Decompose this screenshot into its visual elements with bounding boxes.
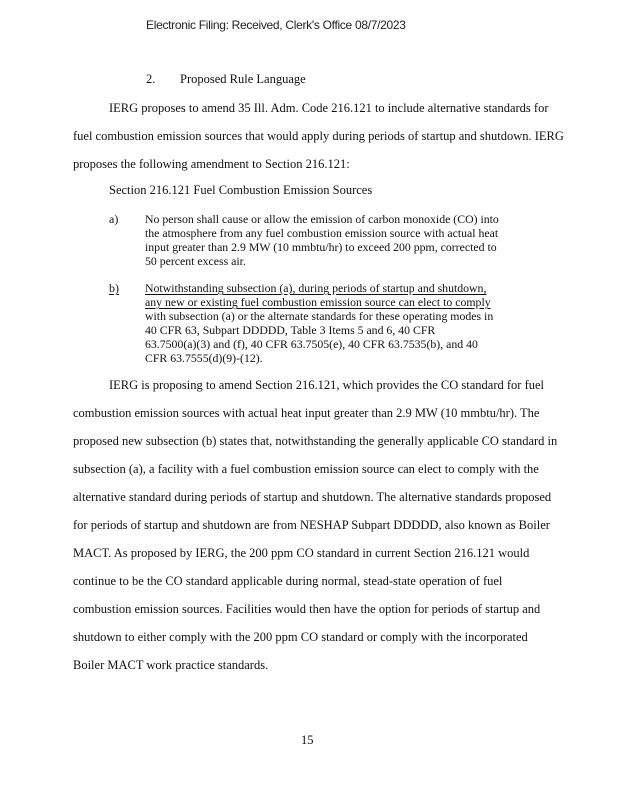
list-marker: b) [109, 281, 119, 295]
rule-item-line: 63.7500(a)(3) and (f), 40 CFR 63.7505(e), 40 CFR 63.7535(b), and 40 [145, 337, 478, 351]
discussion-line: IERG is proposing to amend Section 216.121, which provides the CO standard for fuel [109, 378, 544, 392]
discussion-line: combustion emission sources with actual heat input greater than 2.9 MW (10 mmbtu/hr). The [73, 406, 540, 420]
discussion-line: subsection (a), a facility with a fuel combustion emission source can elect to comply with the [73, 462, 539, 476]
rule-item-line: the atmosphere from any fuel combustion emission source with actual heat [145, 226, 499, 240]
rule-item-line: 40 CFR 63, Subpart DDDDD, Table 3 Items 5 and 6, 40 CFR [145, 323, 436, 337]
page-number: 15 [301, 733, 314, 747]
discussion-line: proposed new subsection (b) states that, notwithstanding the generally applicable CO standard in [73, 434, 558, 448]
filing-stamp-header: Electronic Filing: Received, Clerk's Office 08/7/2023 [146, 18, 406, 32]
list-marker: a) [109, 212, 119, 226]
discussion-line: combustion emission sources. Facilities would then have the option for periods of startup and [73, 602, 541, 616]
discussion-line: shutdown to either comply with the 200 ppm CO standard or comply with the incorporated [73, 630, 528, 644]
discussion-line: for periods of startup and shutdown are from NESHAP Subpart DDDDD, also known as Boiler [73, 518, 550, 532]
discussion-line: continue to be the CO standard applicable during normal, stead-state operation of fuel [73, 574, 503, 588]
intro-line: fuel combustion emission sources that would apply during periods of startup and shutdown. IERG [73, 129, 564, 143]
intro-line: proposes the following amendment to Section 216.121: [73, 157, 350, 171]
rule-item-line-underlined: Notwithstanding subsection (a), during periods of startup and shutdown, [145, 281, 487, 295]
rule-item-line: No person shall cause or allow the emission of carbon monoxide (CO) into [145, 212, 499, 226]
rule-item-line: 50 percent excess air. [145, 254, 246, 268]
rule-item-line: CFR 63.7555(d)(9)-(12). [145, 351, 263, 365]
rule-item-line-underlined: any new or existing fuel combustion emission source can elect to comply [145, 295, 491, 309]
discussion-line: MACT. As proposed by IERG, the 200 ppm CO standard in current Section 216.121 would [73, 546, 530, 560]
rule-item-line: with subsection (a) or the alternate standards for these operating modes in [145, 309, 494, 323]
discussion-line: alternative standard during periods of startup and shutdown. The alternative standards proposed [73, 490, 552, 504]
discussion-line: Boiler MACT work practice standards. [73, 658, 269, 672]
rule-section-title: Section 216.121 Fuel Combustion Emission Sources [109, 183, 373, 197]
intro-line: IERG proposes to amend 35 Ill. Adm. Code 216.121 to include alternative standards for [109, 101, 549, 115]
section-number: 2. [146, 72, 156, 86]
section-heading-title: Proposed Rule Language [180, 72, 306, 86]
rule-item-line: input greater than 2.9 MW (10 mmbtu/hr) to exceed 200 ppm, corrected to [145, 240, 497, 254]
